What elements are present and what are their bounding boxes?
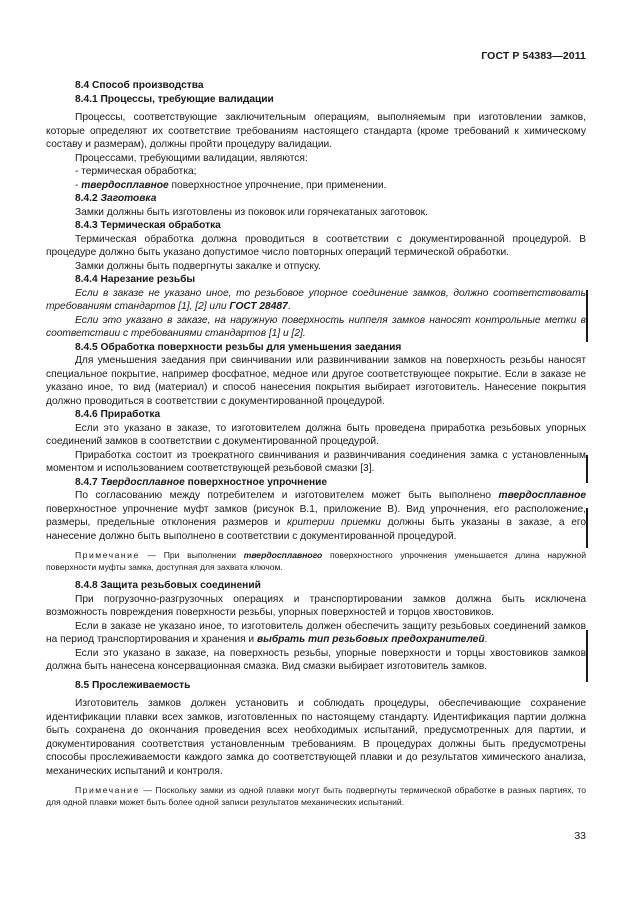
section-8-4-5-title: 8.4.5 Обработка поверхности резьбы для уменьшения заедания [75,341,402,353]
paragraph: Если в заказе не указано иное, то резьбовое упорное соединение замков, должно соответствовать требованиям стандартов [1], [2] или ГОСТ 28487. [46,287,586,312]
note: Примечание — При выполнении твердосплавного поверхностного упрочнения уменьшается длина наружной поверхности муфты замка, доступная для захвата ключом. [46,550,586,572]
paragraph: Процессы, соответствующие заключительным операциям, выполняемым при изготовлении замков, которые определяют их соответствие требованиям настоящего стандарта (кроме требований к химическому составу и размерам), должны пройти процедуру валидации. [46,112,586,150]
change-bar [586,630,588,682]
list-item: - термическая обработка; [75,166,197,177]
section-8-4-8-title: 8.4.8 Защита резьбовых соединений [75,580,261,591]
section-8-4-6-title: 8.4.6 Приработка [75,409,161,420]
note: Примечание — Поскольку замки из одной плавки могут быть подвергнуты термической обработке в разных партиях, то для одной плавки может быть более одной записи результатов механических испытаний. [46,785,586,807]
change-bar [586,455,588,483]
paragraph: При погрузочно-разгрузочных операциях и транспортировании замков должна быть исключена возможность повреждения поверхности резьбы, упорных поверхностей и торцов хвостовиков. [46,593,586,618]
list-item: - твердосплавное поверхностное упрочнение, при применении. [75,179,387,191]
change-bar [586,508,588,548]
paragraph: По согласованию между потребителем и изготовителем может быть выполнено твердосплавное поверхностное упрочнение муфт замков (рисунок В.1, приложение В). Вид упрочнения, его расположение, размеры, предельные отклонения размеров и критерии приемки должны быть указаны в заказе, а его нанесение должно быть выполнено в соответствии с документированной процедурой. [46,490,587,542]
paragraph: Приработка состоит из троекратного свинчивания и развинчивания соединения замка с установленным моментом и использованием соответствующей резьбовой смазки [3]. [46,449,586,474]
paragraph: Замки должны быть изготовлены из поковок или горячекатаных заготовок. [75,206,428,218]
section-8-4-1-title: 8.4.1 Процессы, требующие валидации [75,93,274,105]
paragraph: Замки должны быть подвергнуты закалке и отпуску. [75,260,321,272]
section-8-4-2-title: 8.4.2 Заготовка [75,193,157,204]
paragraph: Процессами, требующими валидации, являются: [75,152,308,164]
paragraph: Если это указано в заказе, то изготовителем должна быть проведена приработка резьбовых упорных соединений замков в соответствии с документированной процедурой. [46,422,586,447]
paragraph: Изготовитель замков должен установить и соблюдать процедуры, обеспечивающие сохранение идентификации плавки всех замков, изготовленных по настоящему стандарту. Идентификация партии должна быть сохранена до окончания проведения всех необходимых испытаний, предусмотренных для партии, и документирования соответствия установленным требованиям. В процедурах должны быть предусмотрены способы прослеживаемости каждого замка до соответствующей плавки и до результатов химического анализа, механических испытаний и контроля. [46,698,586,777]
section-8-4-3-title: 8.4.3 Термическая обработка [75,220,221,231]
section-8-4-4-title: 8.4.4 Нарезание резьбы [75,274,196,285]
change-bar [586,290,588,342]
section-8-5-title: 8.5 Прослеживаемость [75,679,191,691]
paragraph: Если это указано в заказе, на наружную поверхность ниппеля замков наносят контрольные метки в соответствии с требованиями стандартов [1] и [2]. [46,314,586,339]
section-8-4-title: 8.4 Способ производства [75,80,204,91]
paragraph: Если это указано в заказе, на поверхность резьбы, упорные поверхности и торцы хвостовиков замков должна быть нанесена консервационная смазка. Вид смазки выбирает изготовитель замков. [46,647,586,672]
document-header: ГОСТ Р 54383—2011 [481,50,586,62]
paragraph: Для уменьшения заедания при свинчивании или развинчивании замков на поверхность резьбы наносят специальное покрытие, например фосфатное, медное или другое соответствующее покрытие. Если в заказе не указано иное, то вид (материал) и способ нанесения покрытия выбирает изготовитель. Нанесение покрытия должно проводиться в соответствии с документированной процедурой. [46,355,586,407]
paragraph: Если в заказе не указано иное, то изготовитель должен обеспечить защиту резьбовых соединений замков на период транспортирования и хранения и выбрать тип резьбовых предохранителей. [46,620,586,645]
document-body [46,79,586,808]
section-8-4-7-title: 8.4.7 Твердосплавное поверхностное упрочнение [75,476,328,488]
page-number: 33 [574,830,586,842]
paragraph: Термическая обработка должна проводиться в соответствии с документированной процедурой. В процедуре должно быть указано допустимое число повторных операций термической обработки. [46,233,586,258]
